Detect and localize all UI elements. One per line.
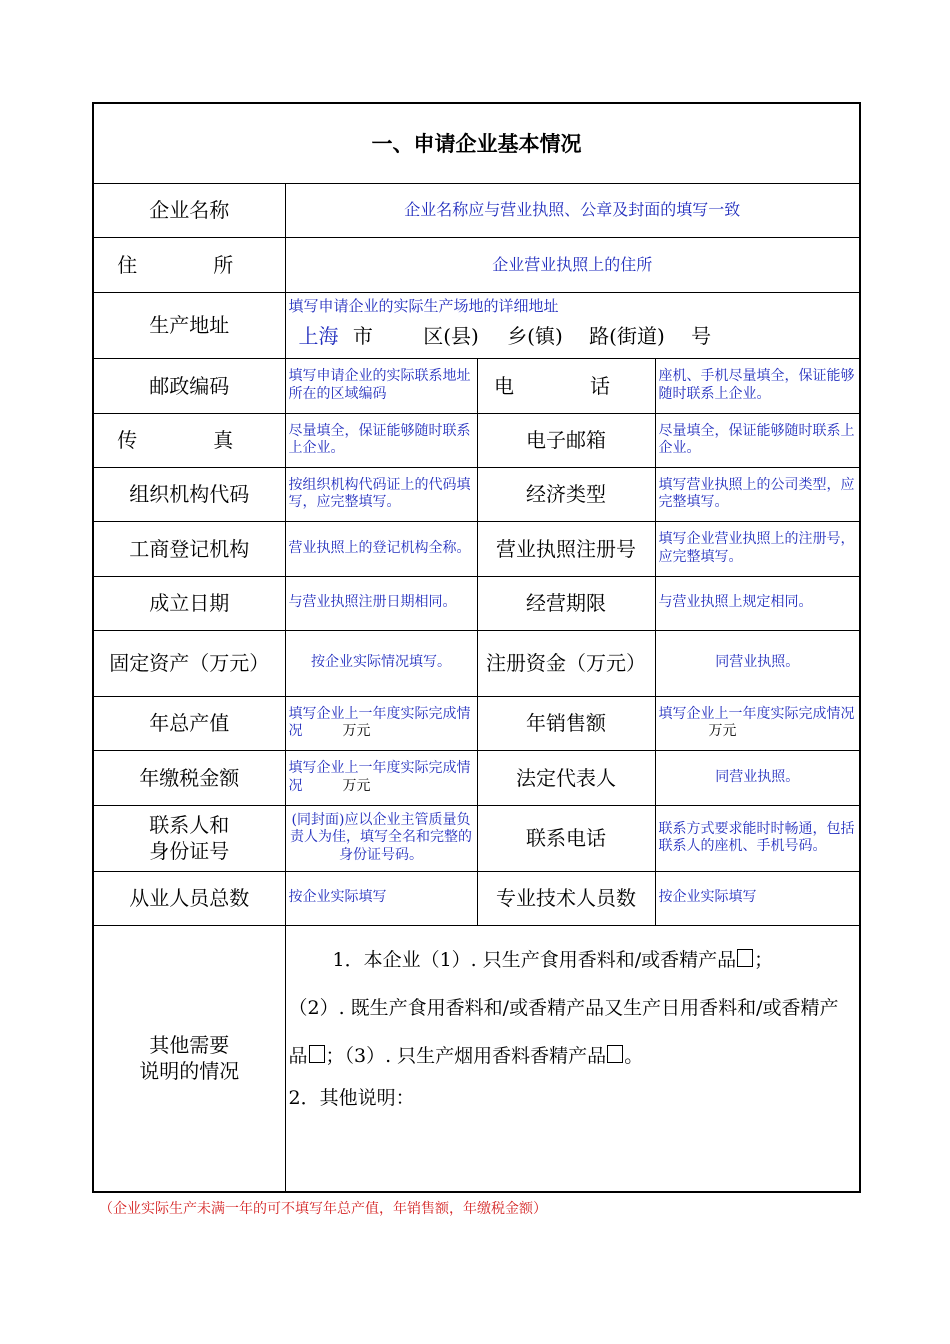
legal-rep-label: 法定代表人 (477, 750, 655, 805)
registered-capital-label: 注册资金（万元） (477, 630, 655, 696)
license-no-label: 营业执照注册号 (477, 521, 655, 576)
fixed-assets-label: 固定资产（万元） (93, 630, 285, 696)
checkbox-food-only[interactable] (737, 949, 753, 967)
postal-code-field[interactable]: 填写申请企业的实际联系地址所在的区域编码 (285, 358, 477, 413)
contact-phone-field[interactable]: 联系方式要求能时时畅通，包括联系人的座机、手机号码。 (655, 805, 860, 871)
economic-type-label: 经济类型 (477, 467, 655, 521)
annual-tax-hint: 填写企业上一年度实际完成情况 (288, 760, 471, 794)
business-term-label: 经营期限 (477, 576, 655, 630)
contact-phone-label: 联系电话 (477, 805, 655, 871)
license-no-field[interactable]: 填写企业营业执照上的注册号，应完整填写。 (655, 521, 860, 576)
employees-field[interactable]: 按企业实际填写 (285, 871, 477, 925)
annual-sales-label: 年销售额 (477, 696, 655, 750)
annual-output-label: 年总产值 (93, 696, 285, 750)
other-info-field[interactable] (285, 925, 860, 1192)
checkbox-tobacco-only[interactable] (607, 1045, 623, 1063)
other-info-label: 其他需要 说明的情况 (93, 925, 285, 1192)
registration-authority-label: 工商登记机构 (93, 521, 285, 576)
annual-tax-label: 年缴税金额 (93, 750, 285, 805)
fixed-assets-field[interactable]: 按企业实际情况填写。 (285, 630, 477, 696)
other-item-2: 2．其他说明： (288, 1086, 415, 1109)
technicians-label: 专业技术人员数 (477, 871, 655, 925)
address-road: 路(街道) (589, 323, 665, 348)
business-term-field[interactable]: 与营业执照上规定相同。 (655, 576, 860, 630)
org-code-field[interactable]: 按组织机构代码证上的代码填写，应完整填写。 (285, 467, 477, 521)
email-field[interactable]: 尽量填全，保证能够随时联系上企业。 (655, 413, 860, 467)
employees-label: 从业人员总数 (93, 871, 285, 925)
footnote: （企业实际生产未满一年的可不填写年总产值，年销售额，年缴税金额） (99, 1201, 547, 1217)
email-label: 电子邮箱 (477, 413, 655, 467)
fax-label: 传 真 (93, 413, 285, 467)
other-item-1: 1．本企业（1）. 只生产食用香料和/或香精产品 ； (332, 948, 774, 971)
address-city-suffix: 市 (352, 323, 373, 348)
company-name-field[interactable]: 企业名称应与营业执照、公章及封面的填写一致 (285, 183, 860, 237)
address-district: 区(县) (423, 323, 479, 348)
residence-label: 住 所 (93, 237, 285, 292)
phone-field[interactable]: 座机、手机尽量填全，保证能够随时联系上企业。 (655, 358, 860, 413)
org-code-label: 组织机构代码 (93, 467, 285, 521)
registration-authority-field[interactable]: 营业执照上的登记机构全称。 (285, 521, 477, 576)
annual-sales-field[interactable] (655, 696, 860, 750)
established-date-label: 成立日期 (93, 576, 285, 630)
production-address-parts (289, 320, 857, 349)
company-name-label: 企业名称 (93, 183, 285, 237)
address-number: 号 (691, 323, 712, 348)
fax-field[interactable]: 尽量填全，保证能够随时联系上企业。 (285, 413, 477, 467)
annual-output-field[interactable] (285, 696, 477, 750)
annual-tax-field[interactable] (285, 750, 477, 805)
contact-person-label: 联系人和 身份证号 (93, 805, 285, 871)
production-address-field[interactable] (285, 292, 860, 358)
section-title: 一、申请企业基本情况 (93, 103, 860, 183)
address-town: 乡(镇) (507, 323, 563, 348)
technicians-field[interactable]: 按企业实际填写 (655, 871, 860, 925)
annual-output-hint: 填写企业上一年度实际完成情况 (288, 705, 471, 739)
annual-tax-unit: 万元 (342, 777, 371, 794)
annual-output-unit: 万元 (342, 723, 371, 739)
registered-capital-field[interactable]: 同营业执照。 (655, 630, 860, 696)
residence-field[interactable]: 企业营业执照上的住所 (285, 237, 860, 292)
phone-label: 电 话 (477, 358, 655, 413)
production-address-hint: 填写申请企业的实际生产场地的详细地址 (288, 296, 559, 315)
contact-person-field[interactable]: (同封面)应以企业主管质量负责人为佳，填写全名和完整的身份证号码。 (285, 805, 477, 871)
enterprise-info-table (92, 102, 861, 1193)
production-address-label: 生产地址 (93, 292, 285, 358)
other-item-1-cont: （2）. 既生产食用香料和/或香精产品又生产日用香料和/或香精产品 ；（3）. 只生产烟用香料香精产品 。 (288, 996, 839, 1067)
economic-type-field[interactable]: 填写营业执照上的公司类型，应完整填写。 (655, 467, 860, 521)
annual-sales-hint: 填写企业上一年度实际完成情况 (658, 705, 855, 722)
checkbox-food-and-daily[interactable] (309, 1045, 325, 1063)
established-date-field[interactable]: 与营业执照注册日期相同。 (285, 576, 477, 630)
annual-sales-unit: 万元 (708, 723, 737, 739)
postal-code-label: 邮政编码 (93, 358, 285, 413)
legal-rep-field[interactable]: 同营业执照。 (655, 750, 860, 805)
address-city: 上海 (298, 323, 339, 348)
